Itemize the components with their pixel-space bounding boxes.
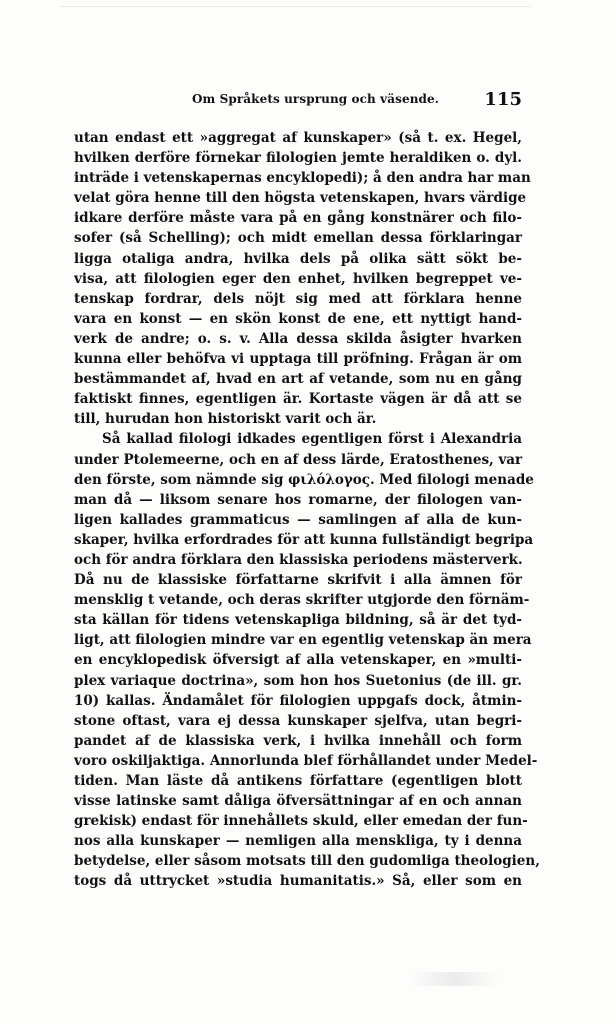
text-line: tiden. Man läste då antikens författare (egentligen blott	[74, 773, 522, 789]
text-line: inträde i vetenskapernas encyklopedi); å den andra har man	[74, 170, 531, 187]
paragraph-start-line: Så kallad filologi idkades egentligen först i Alexandria	[102, 431, 522, 448]
text-line: skaper, hvilka erfordrades för att kunna fullständigt begripa	[74, 531, 534, 548]
text-line: sofer (så Schelling); och midt emellan dessa förklaringar	[74, 230, 522, 247]
text-line: faktiskt finnes, egentligen är. Kortaste vägen är då att se	[74, 391, 522, 408]
text-line: nos alla kunskaper — nemligen alla menskliga, ty i denna	[74, 833, 522, 850]
text-line: ligt, att filologien mindre var en egentlig vetenskap än mera	[74, 632, 532, 649]
text-line: grekisk) endast för innehållets skuld, eller emedan der fun-	[74, 813, 528, 830]
page-number: 115	[484, 89, 522, 110]
text-line: utan endast ett »aggregat af kunskaper» (så t. ex. Hegel,	[74, 130, 522, 146]
text-line: idkare derföre måste vara på en gång konstnärer och filo-	[74, 210, 522, 227]
text-line: stone oftast, vara ej dessa kunskaper sjelfva, utan begri-	[74, 712, 522, 729]
scan-smudge	[410, 972, 500, 986]
text-line: ligen kallades grammaticus — samlingen af alla de kun-	[74, 511, 522, 528]
text-line: en encyklopedisk öfversigt af alla vetenskaper, en »multi-	[74, 652, 522, 669]
text-line: under Ptolemeerne, och en af dess lärde, Eratosthenes, var	[74, 451, 523, 468]
text-line: och för andra förklara den klassiska periodens mästerverk.	[74, 551, 523, 568]
text-line: den förste, som nämnde sig φιλόλογος. Med filologi menade	[74, 471, 534, 488]
text-line: togs då uttrycket »studia humanitatis.» Så, eller som en	[74, 873, 522, 890]
text-line: verk de andre; o. s. v. Alla dessa skilda åsigter hvarken	[74, 330, 522, 347]
text-line: voro oskiljaktiga. Annorlunda blef förhållandet under Medel-	[74, 752, 538, 769]
text-line: kunna eller behöfva vi upptaga till pröfning. Frågan är om	[74, 351, 522, 368]
text-line: mensklig t vetande, och deras skrifter utgjorde den förnäm-	[74, 592, 530, 609]
text-line: velat göra henne till den högsta vetenskapen, hvars värdige	[74, 190, 527, 207]
text-line: vara en konst — en skön konst de ene, ett nyttigt hand-	[74, 310, 522, 327]
text-line: Då nu de klassiske författarne skrifvit i alla ämnen för	[74, 572, 522, 589]
running-title: Om Språkets ursprung och väsende.	[192, 92, 440, 106]
text-line: bestämmandet af, hvad en art af vetande, som nu en gång	[74, 371, 522, 388]
paragraph-end-line: till, hurudan hon historiskt varit och är.	[74, 411, 377, 428]
text-line: ligga otaliga andra, hvilka dels på olika sätt sökt be-	[74, 250, 522, 267]
text-line: plex variaque doctrina», som hon hos Suetonius (de ill. gr.	[74, 672, 522, 689]
text-line: man då — liksom senare hos romarne, der filologen van-	[74, 491, 522, 508]
text-line: betydelse, eller såsom motsats till den gudomliga theologien,	[74, 853, 540, 870]
running-head	[64, 89, 522, 114]
scan-edge-marks	[60, 6, 530, 13]
text-line: sta källan för tidens vetenskapliga bildning, så är det tyd-	[74, 612, 522, 629]
text-line: tenskap fordrar, dels nöjt sig med att förklara henne	[74, 290, 522, 307]
text-line: hvilken derföre förnekar filologien jemte heraldiken o. dyl.	[74, 150, 522, 167]
text-line: visa, att filologien eger den enhet, hvilken begreppet ve-	[74, 270, 522, 287]
text-line: visse latinske samt dåliga öfversättningar af en och annan	[74, 793, 522, 810]
text-line: pandet af de klassiska verk, i hvilka innehåll och form	[74, 732, 522, 749]
body-text	[74, 128, 540, 892]
text-line: 10) kallas. Ändamålet för filologien uppgafs dock, åtmin-	[74, 692, 522, 709]
